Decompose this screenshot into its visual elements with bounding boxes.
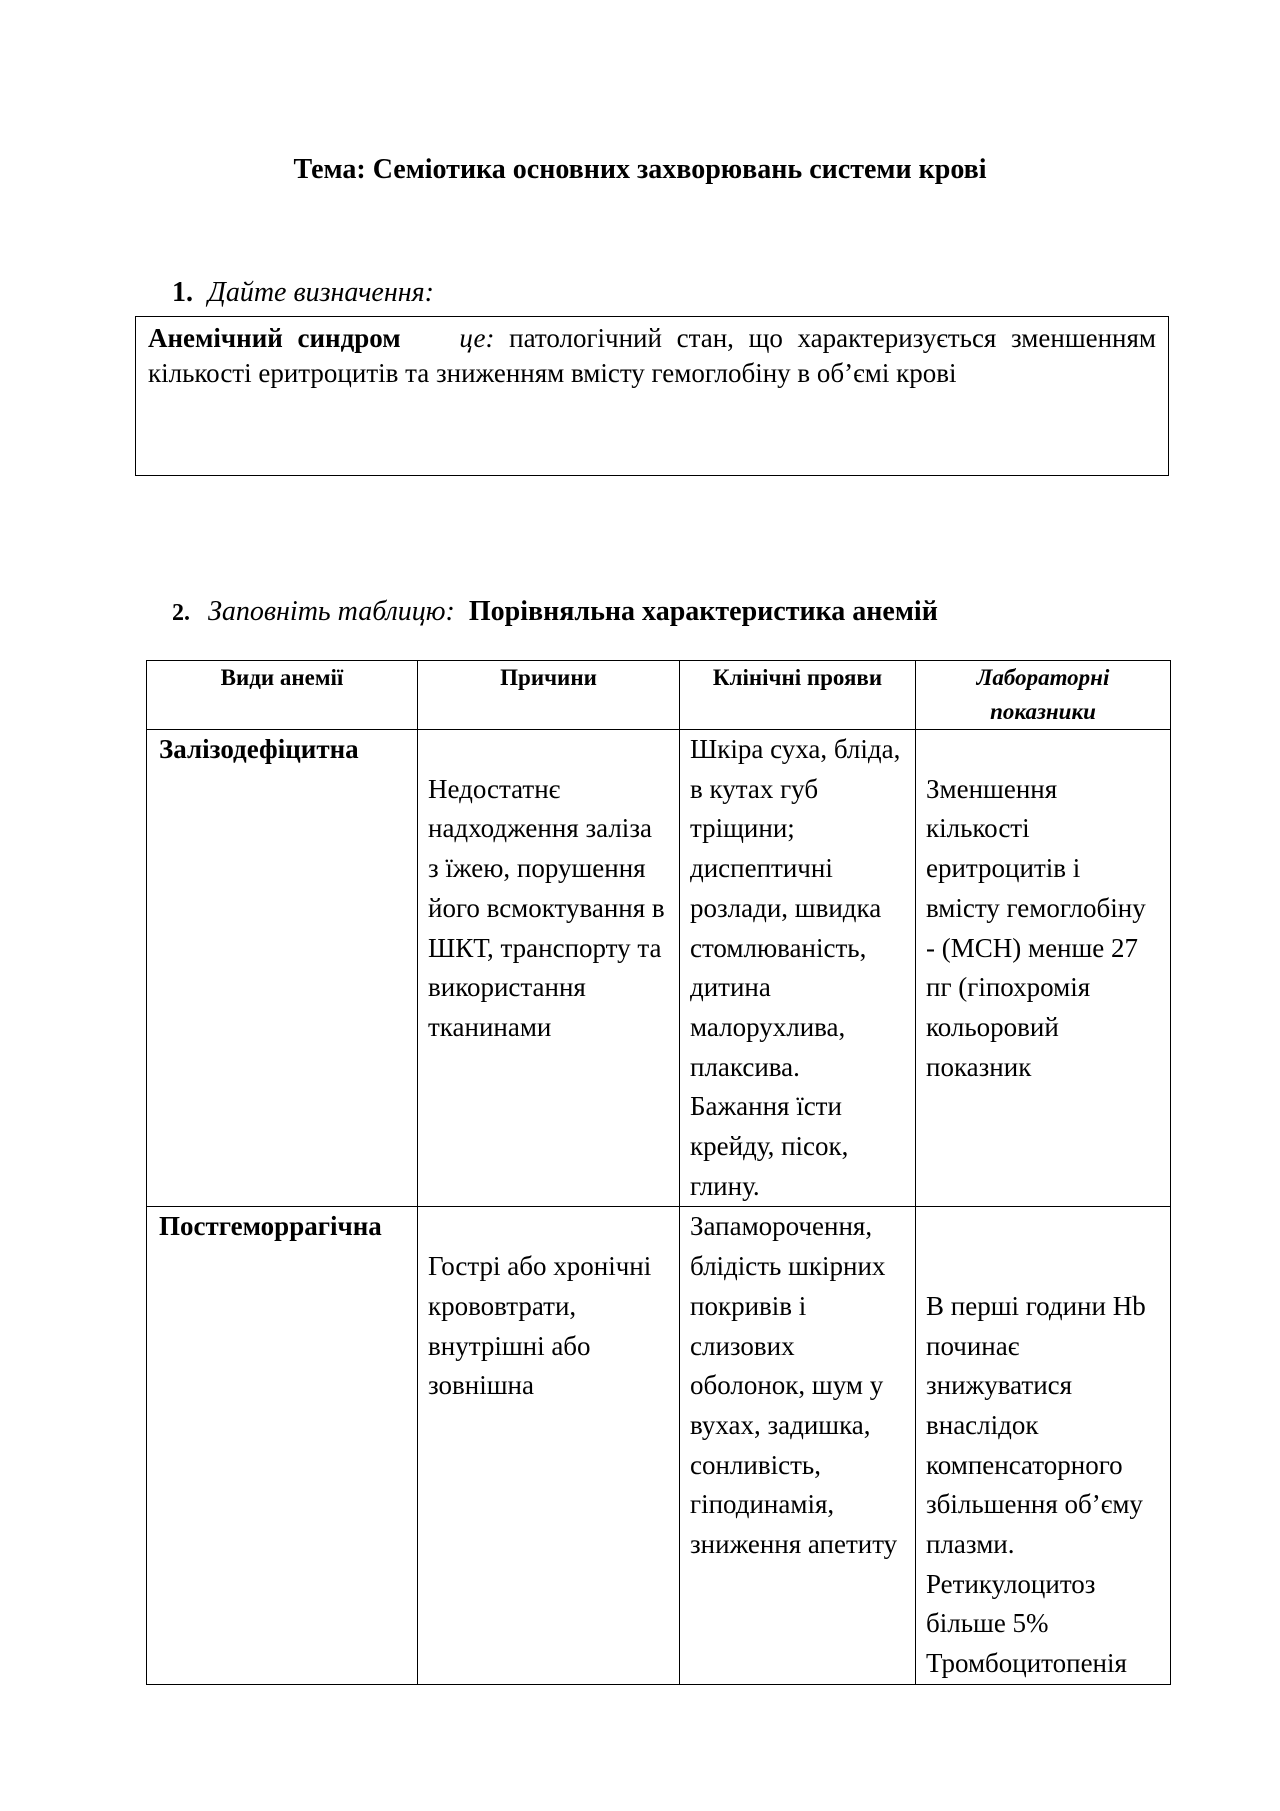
section-1-number: 1.	[172, 277, 193, 308]
section-2-instruction: Заповніть таблицю:	[208, 596, 455, 627]
header-lab: Лабораторні показники	[916, 661, 1171, 730]
anemia-comparison-table	[146, 660, 1171, 1685]
lab-cell: Зменшення кількості еритроцитів і вмісту гемоглобіну - (MCH) менше 27 пг (гіпохромія кольоровий показник	[916, 730, 1171, 1207]
table-title: Порівняльна характеристика анемій	[468, 596, 938, 627]
table-header-row	[147, 661, 1171, 730]
anemia-type-cell: Залізодефіцитна	[147, 730, 418, 1207]
header-clinical: Клінічні прояви	[680, 661, 916, 730]
table-row	[147, 1207, 1171, 1684]
anemia-type-cell: Постгеморрагічна	[147, 1207, 418, 1684]
lab-cell: В перші години Hb починає знижуватися внаслідок компенсаторного збільшення об’єму плазми. Ретикулоцитоз більше 5% Тромбоцитопенія	[916, 1207, 1171, 1684]
header-causes: Причини	[418, 661, 680, 730]
section-2-number: 2.	[172, 600, 190, 626]
causes-cell: Недостатнє надходження заліза з їжею, порушення його всмоктування в ШКТ, транспорту та використання тканинами	[418, 730, 680, 1207]
header-anemia-type: Види анемії	[147, 661, 418, 730]
section-2-heading	[172, 592, 938, 633]
definition-box	[135, 316, 1169, 476]
section-1-heading	[172, 273, 434, 313]
section-1-instruction: Дайте визначення:	[208, 277, 434, 308]
page-title: Тема: Семіотика основних захворювань системи крові	[293, 154, 987, 185]
definition-connector: це:	[459, 323, 495, 353]
definition-term: Анемічний синдром	[148, 323, 401, 353]
clinical-cell: Шкіра суха, бліда, в кутах губ тріщини; диспептичні розлади, швидка стомлюваність, дитина малорухлива, плаксива. Бажання їсти крейду, пісок, глину.	[680, 730, 916, 1207]
clinical-cell: Запаморочення, блідість шкірних покривів і слизових оболонок, шум у вухах, задишка, сонливість, гіподинамія, зниження апетиту	[680, 1207, 916, 1684]
definition-text: патологічний стан, що характеризується зменшенням кількості еритроцитів та зниженням вмісту гемоглобіну в об’ємі крові	[148, 323, 1156, 388]
table-row	[147, 730, 1171, 1207]
causes-cell: Гострі або хронічні крововтрати, внутрішні або зовнішна	[418, 1207, 680, 1684]
